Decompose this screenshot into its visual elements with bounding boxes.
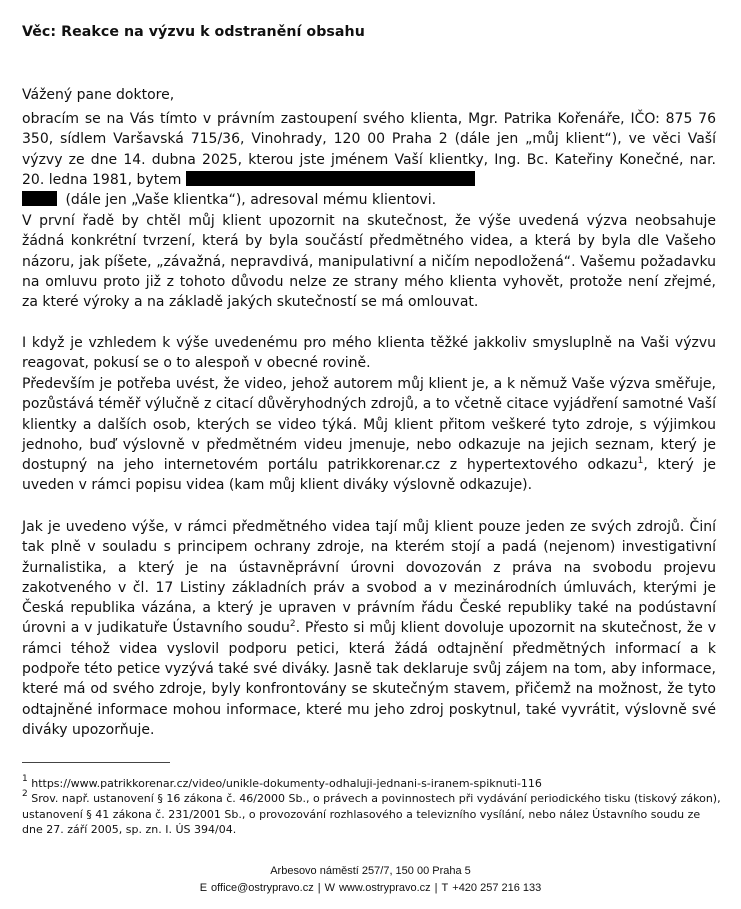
footnote-ref-2[interactable]: 2 — [289, 619, 296, 630]
separator: | — [434, 882, 438, 894]
letter-greeting — [22, 85, 716, 105]
greeting-text: Vážený pane doktore, — [22, 87, 175, 103]
paragraph-2-text: V první řadě by chtěl můj klient upozornit na skutečnost, že výše uvedená výzva neobsahuje žádná konkrétní tvrzení, která by byla součástí předmětného videa, a která by byla dle Vašeho názoru, jak píšete, „závažná, nepravdivá, manipulativní a ničím nepodložená“. Vašemu požadavku na omluvu proto již z tohoto důvodu nelze ze strany mého klienta vyhovět, protože není zřejmé, za které výroky a na základě jakých skutečností se má omlouvat. — [22, 213, 716, 311]
paragraph-5-text — [22, 517, 716, 740]
paragraph-5-part-a: Jak je uvedeno výše, v rámci předmětného videa tají můj klient pouze jeden ze svých zdrojů. Činí tak plně v souladu s principem ochrany zdroje, na kterém stojí a padá (nejenom) investigativní žurnalistika, a který je na ústavněprávní úrovni dovozován z práva na svobodu projevu zakotveného v čl. 17 Listiny základních práv a svobod a v mezinárodních úmluvách, kterými je Česká republika vázána, a který je upraven v právním řádu České republiky také na podústavní úrovni a v judikatuře Ústavního soudu — [22, 519, 716, 637]
web-link[interactable]: www.ostrypravo.cz — [338, 882, 431, 894]
web-label: W — [324, 882, 335, 894]
paragraph-4-part-b: , který je uveden v rámci popisu videa (kam můj klient diváky výslovně odkazuje). — [22, 457, 716, 494]
paragraph-1 — [22, 109, 716, 210]
paragraph-1-part-a: obracím se na Vás tímto v právním zastoupení svého klienta, Mgr. Patrika Kořenáře, IČO: 875 76 350, sídlem Varšavská 715/36, Vinohrady, 120 00 Praha 2 (dále jen „můj klient“), ve věci Vaší výzvy ze dne 14. dubna 2025, kterou jste jménem Vaší klientky, Ing. Bc. Kateřiny Konečné, nar. 20. ledna 1981, bytem — [22, 111, 716, 188]
paragraph-3-text: I když je vzhledem k výše uvedenému pro mého klienta těžké jakkoliv smysluplně na Vaši výzvu reagovat, pokusí se o to alespoň v obecné rovině. — [22, 335, 716, 372]
paragraph-5 — [22, 517, 716, 740]
paragraph-1-text — [22, 109, 716, 210]
footnote-1-text[interactable]: https://www.patrikkorenar.cz/video/unikle-dokumenty-odhaluji-jednani-s-iranem-spiknuti-116 — [27, 777, 542, 790]
phone-label: T — [441, 882, 449, 894]
paragraph-4-text — [22, 374, 716, 496]
footnote-divider — [22, 762, 170, 763]
footnote-2 — [22, 791, 722, 837]
email-label: E — [199, 882, 208, 894]
paragraph-5-part-b: . Přesto si můj klient dovoluje upozornit na skutečnost, že v rámci téhož videa vyslovil podporu petici, která žádá odtajnění předmětných informací a k podpoře této petice vyzývá také své diváky. Jasně tak deklaruje svůj zájem na tom, aby informace, které má od svého zdroje, byly konfrontovány se skutečným stavem, přičemž na možnost, že tyto odtajněné informace mohou informace, které mu jeho zdroj poskytnul, také vyvrátit, výslovně své diváky upozorňuje. — [22, 620, 716, 738]
footnotes — [22, 776, 722, 838]
paragraph-2 — [22, 211, 716, 312]
phone-number[interactable]: +420 257 216 133 — [452, 882, 542, 894]
paragraph-4-part-a: Především je potřeba uvést, že video, jehož autorem můj klient je, a k němuž Vaše výzva směřuje, pozůstává téměř výlučně z citací důvěryhodných zdrojů, a to včetně citace vyjádření samotné Vaší klientky a dalších osob, kterých se video týká. Můj klient přitom veškeré tyto zdroje, s výjimkou jednoho, buď výslovně v předmětném videu jmenuje, nebo odkazuje na jejich seznam, který je dostupný na jeho internetovém portálu patrikkorenar.cz z hypertextového odkazu — [22, 376, 716, 474]
footnote-ref-1[interactable]: 1 — [637, 456, 644, 467]
footer-address: Arbesovo náměstí 257/7, 150 00 Praha 5 — [270, 865, 471, 877]
footnote-2-mark: 2 — [22, 789, 28, 800]
footer-contacts — [0, 880, 741, 897]
email-link[interactable]: office@ostrypravo.cz — [211, 882, 314, 894]
paragraph-1-part-b: (dále jen „Vaše klientka“), adresoval mému klientovi. — [65, 192, 437, 209]
paragraph-4 — [22, 374, 716, 496]
footnote-2-text: Srov. např. ustanovení § 16 zákona č. 46/2000 Sb., o právech a povinnostech při vydávání periodického tisku (tiskový zákon), ustanovení § 41 zákona č. 231/2001 Sb., o provozování rozhlasového a televizního vysílání, nebo nález Ústavního soudu ze dne 27. září 2005, sp. zn. I. ÚS 394/04. — [22, 792, 721, 837]
letter-subject: Věc: Reakce na výzvu k odstranění obsahu — [22, 24, 365, 40]
redaction-bar — [22, 191, 57, 206]
footnote-1-mark: 1 — [22, 774, 28, 784]
redaction-bar — [186, 171, 475, 186]
separator: | — [317, 882, 321, 894]
footnote-1 — [22, 776, 722, 791]
paragraph-3 — [22, 333, 716, 374]
